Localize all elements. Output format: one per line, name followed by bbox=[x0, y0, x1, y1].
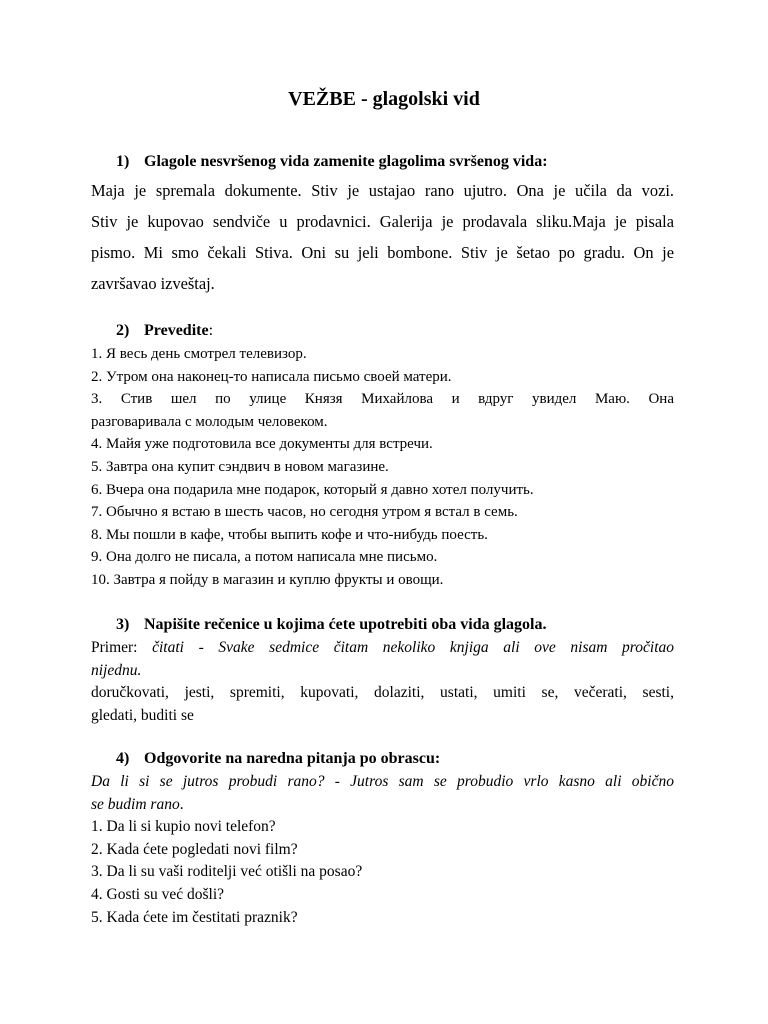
list-item: 9. Она долго не писала, а потом написала мне письмо. bbox=[91, 549, 438, 566]
example-line bbox=[91, 637, 674, 660]
section-3-title: Napišite rečenice u kojima ćete upotrebiti oba vida glagola. bbox=[144, 616, 547, 633]
list-item: 7. Обычно я встаю в шесть часов, но сегодня утром я встал в семь. bbox=[91, 504, 518, 521]
example-line-continued: nijednu. bbox=[91, 661, 142, 679]
list-item: 1. Я весь день смотрел телевизор. bbox=[91, 346, 307, 362]
list-item: 5. Завтра она купит сэндвич в новом магазине. bbox=[91, 458, 389, 475]
paragraph-line: pismo. Mi smo čekali Stiva. Oni su jeli bombone. Stiv je šetao po gradu. On je bbox=[91, 243, 674, 262]
verbs-line: doručkovati, jesti, spremiti, kupovati, dolaziti, ustati, umiti se, večerati, sesti, bbox=[91, 684, 674, 702]
example-verb: čitati bbox=[152, 639, 184, 656]
verbs-line: gledati, buditi se bbox=[91, 706, 194, 724]
page-title: VEŽBE - glagolski vid bbox=[288, 88, 480, 110]
question-item: 3. Da li su vaši roditelji već otišli na posao? bbox=[91, 863, 363, 881]
example-line-continued bbox=[91, 794, 674, 817]
example-line: Da li si se jutros probudi rano? - Jutros sam se probudio vrlo kasno ali obično bbox=[91, 773, 674, 790]
section-2-title: Prevedite bbox=[144, 322, 209, 339]
translation-list bbox=[91, 343, 674, 592]
section-2-heading bbox=[116, 320, 213, 342]
example-dash: - bbox=[183, 639, 219, 656]
example-period: . bbox=[179, 795, 184, 813]
section-4-heading bbox=[116, 748, 440, 770]
section-1-paragraph bbox=[91, 175, 674, 299]
paragraph-line: Maja je spremala dokumente. Stiv je ustajao rano ujutro. Ona je učila da vozi. bbox=[91, 181, 674, 200]
example-label: Primer: bbox=[91, 639, 138, 656]
section-3-number: 3) bbox=[116, 616, 130, 633]
list-item: 6. Вчера она подарила мне подарок, который я давно хотел получить. bbox=[91, 481, 534, 498]
paragraph-line: Stiv je kupovao sendviče u prodavnici. Galerija je prodavala sliku.Maja je pisala bbox=[91, 212, 674, 231]
list-item: 2. Утром она наконец-то написала письмо своей матери. bbox=[91, 368, 452, 385]
section-3-heading bbox=[116, 614, 546, 636]
example-ending: se budim rano bbox=[91, 795, 180, 813]
example-sentence: Svake sedmice čitam nekoliko knjiga ali ove nisam pročitao bbox=[218, 639, 674, 656]
section-3-body bbox=[91, 637, 674, 727]
list-item: 3. Стив шел по улице Князя Михайлова и вдруг увидел Маю. Она bbox=[91, 391, 674, 408]
list-item: 8. Мы пошли в кафе, чтобы выпить кофе и что-нибудь поесть. bbox=[91, 526, 488, 543]
question-item: 5. Kada ćete im čestitati praznik? bbox=[91, 908, 298, 926]
section-4-number: 4) bbox=[116, 750, 130, 767]
section-4-body bbox=[91, 771, 674, 929]
list-item: разговаривала с молодым человеком. bbox=[91, 413, 328, 430]
section-2-number: 2) bbox=[116, 322, 130, 339]
list-item: 10. Завтра я пойду в магазин и куплю фрукты и овощи. bbox=[91, 571, 444, 588]
question-item: 4. Gosti su već došli? bbox=[91, 885, 225, 903]
question-item: 2. Kada ćete pogledati novi film? bbox=[91, 840, 298, 858]
section-2-colon: : bbox=[208, 322, 214, 339]
section-1-number: 1) bbox=[116, 153, 130, 170]
section-4-title: Odgovorite na naredna pitanja po obrascu: bbox=[144, 750, 441, 767]
list-item: 4. Майя уже подготовила все документы для встречи. bbox=[91, 436, 433, 453]
section-1-heading bbox=[116, 151, 548, 173]
question-item: 1. Da li si kupio novi telefon? bbox=[91, 818, 276, 836]
section-1-title: Glagole nesvršenog vida zamenite glagolima svršenog vida: bbox=[144, 153, 548, 170]
paragraph-line: završavao izveštaj. bbox=[91, 274, 215, 293]
